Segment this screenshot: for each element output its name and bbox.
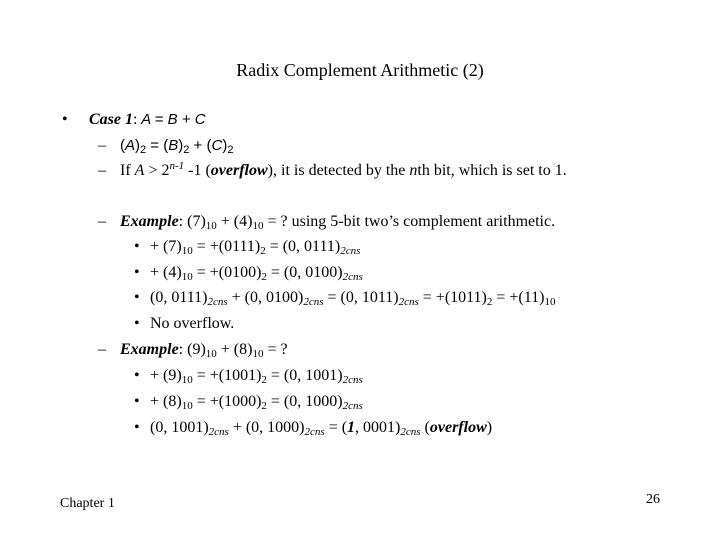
example-2-step-3: (0, $1001)_{2cns} + (0$, $1000)_{2cns} = (1$, $0001)_{2cns}$ (overflow) xyxy=(150,419,493,438)
bullet-l3: • xyxy=(134,264,140,281)
overflow-rule-line: If $A > 2^{n-1}$ -1 (overflow), it is detected by the nth bit, which is set to 1. xyxy=(120,160,567,179)
bullet-l3: • xyxy=(134,419,140,436)
case-1-equation: A = B + C xyxy=(137,111,206,128)
sum-definition-line: $(A)_2 = (B)_2 + (C)_2$ xyxy=(120,137,234,156)
slide-title: Radix Complement Arithmetic (2) xyxy=(236,60,484,80)
example-1-heading: Example: $(7)_{10} + (4)_{10}$ = ? using 5-bit two’s complement arithmetic. xyxy=(120,213,556,232)
case-1-line: Case 1: A = B + C xyxy=(89,111,206,128)
bullet-l3: • xyxy=(134,393,140,410)
bullet-l1: • xyxy=(62,111,68,128)
case-1-label: Case 1 xyxy=(89,111,133,128)
example-2-heading: Example: $(9)_{10} + (8)_{10}$ = ? xyxy=(120,341,288,360)
example-1-step-1: + $(7)_{10} = +(0111)_2 = (0$, $0111)_{2cns}$ xyxy=(150,238,361,257)
bullet-l3: • xyxy=(134,367,140,384)
example-1-result: No overflow. xyxy=(150,315,235,332)
example-2-step-1: + $(9)_{10} = +(1001)_2 = (0$, $1001)_{2cns}$ xyxy=(150,367,363,386)
bullet-l2: – xyxy=(98,162,106,179)
footer-chapter: Chapter 1 xyxy=(60,496,115,511)
bullet-l3: • xyxy=(134,289,140,306)
bullet-l2: – xyxy=(98,341,106,358)
example-1-step-2: + $(4)_{10} = +(0100)_2 = (0$, $0100)_{2cns}$ xyxy=(150,264,363,283)
bullet-l3: • xyxy=(134,315,140,332)
bullet-l3: • xyxy=(134,238,140,255)
page-number: 26 xyxy=(646,492,660,507)
bullet-l2: – xyxy=(98,213,106,230)
example-2-step-2: + $(8)_{10} = +(1000)_2 = (0$, $1000)_{2cns}$ xyxy=(150,393,363,412)
example-1-step-3: (0, $0111)_{2cns} + (0$, $0100)_{2cns} = (0$, $1011)_{2cns} = +(1011)_2 = +(11)_{10}$ xyxy=(150,289,556,308)
bullet-l2: – xyxy=(98,137,106,154)
